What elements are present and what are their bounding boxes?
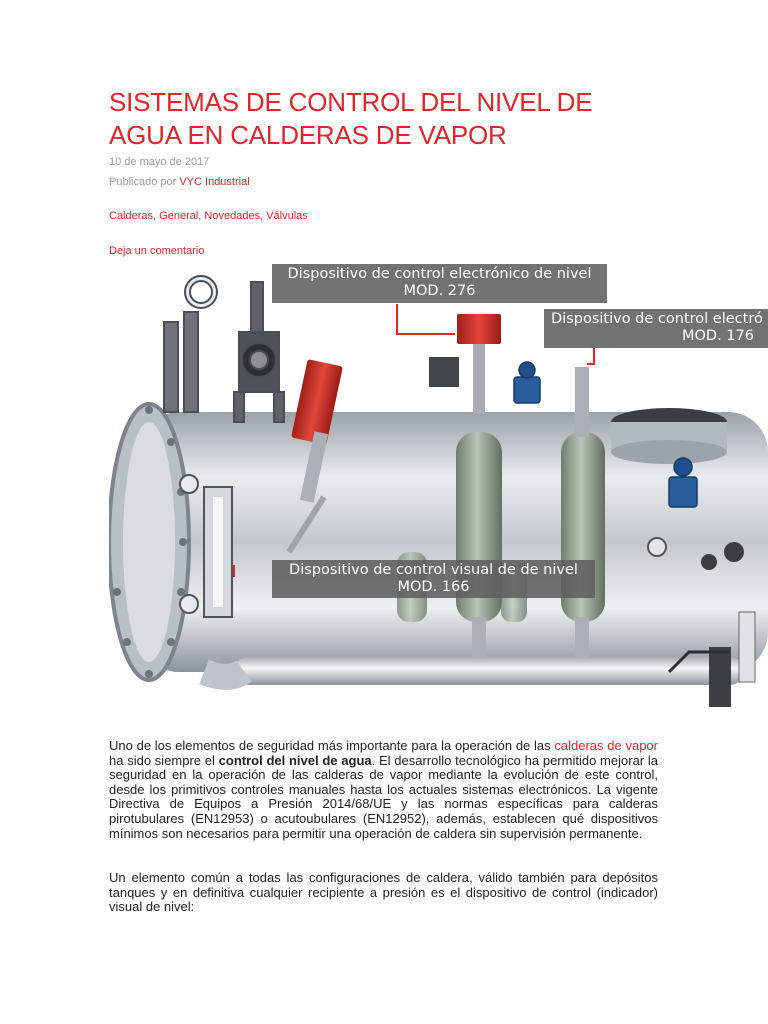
p1-text-2: ha sido siempre el <box>109 752 219 768</box>
red-control-mod276 <box>429 314 501 414</box>
p1-text-3: . El desarrollo tecnológico ha permitido mejorar la seguridad en la operación de las calderas de vapor mediante la evolución de este control, desde los primitivos controles manuales hasta los actuales sistemas electrónicos. La vigente Directiva de Equipos a Presión 2014/68/UE y las normas específicas para calderas pirotubulares (EN12953) o acutoubulares (EN12952), además, establecen qué dispositivos mínimos son necesarios para permitir una operación de caldera sin supervisión permanente. <box>109 752 658 841</box>
callout-mod276-line1: Dispositivo de control electrónico de nivel <box>287 266 592 282</box>
header-pipe <box>234 657 744 685</box>
category-link-novedades[interactable]: Novedades <box>204 210 261 222</box>
callout-mod276-line2: MOD. 276 <box>403 283 476 299</box>
boiler-figure <box>109 262 768 730</box>
calderas-de-vapor-link[interactable]: calderas de vapor <box>554 738 658 753</box>
byline <box>109 176 250 188</box>
leave-comment-link[interactable]: Deja un comentario <box>109 245 205 257</box>
callout-mod176 <box>544 309 768 348</box>
category-link-general[interactable]: General <box>159 210 199 222</box>
callout-mod166-line2: MOD. 166 <box>397 579 470 595</box>
category-list <box>109 210 308 222</box>
callout-mod176-line2: MOD. 176 <box>682 328 754 344</box>
level-tank-right <box>561 367 605 657</box>
p1-bold-text: control del nivel de agua <box>218 752 372 768</box>
callout-mod176-line1: Dispositivo de control electró <box>551 311 763 327</box>
category-separator: , <box>153 210 157 222</box>
category-separator: , <box>260 210 264 222</box>
bend-pipe <box>204 671 244 677</box>
byline-prefix: Publicado por <box>109 176 177 188</box>
body-paragraph-1 <box>109 739 658 841</box>
category-link-valvulas[interactable]: Válvulas <box>266 210 308 222</box>
callout-mod166-line1: Dispositivo de control visual de de nivel <box>289 562 578 578</box>
steam-valves <box>164 276 284 422</box>
callout-mod166 <box>272 560 595 598</box>
callout-mod276 <box>272 264 607 303</box>
author-link[interactable]: VYC Industrial <box>179 176 250 188</box>
category-link-calderas[interactable]: Calderas <box>109 210 154 222</box>
category-separator: , <box>198 210 202 222</box>
body-paragraph-2: Un elemento común a todas las configuraciones de caldera, válido también para depósitos tanques y en definitiva cualquier recipiente a presión es el dispositivo de control (indicador) visual de nivel: <box>109 870 658 915</box>
article-title: SISTEMAS DE CONTROL DEL NIVEL DE AGUA EN CALDERAS DE VAPOR <box>109 87 593 150</box>
p1-text-1: Uno de los elementos de seguridad más importante para la operación de las <box>109 738 555 753</box>
post-date: 10 de mayo de 2017 <box>109 156 210 168</box>
